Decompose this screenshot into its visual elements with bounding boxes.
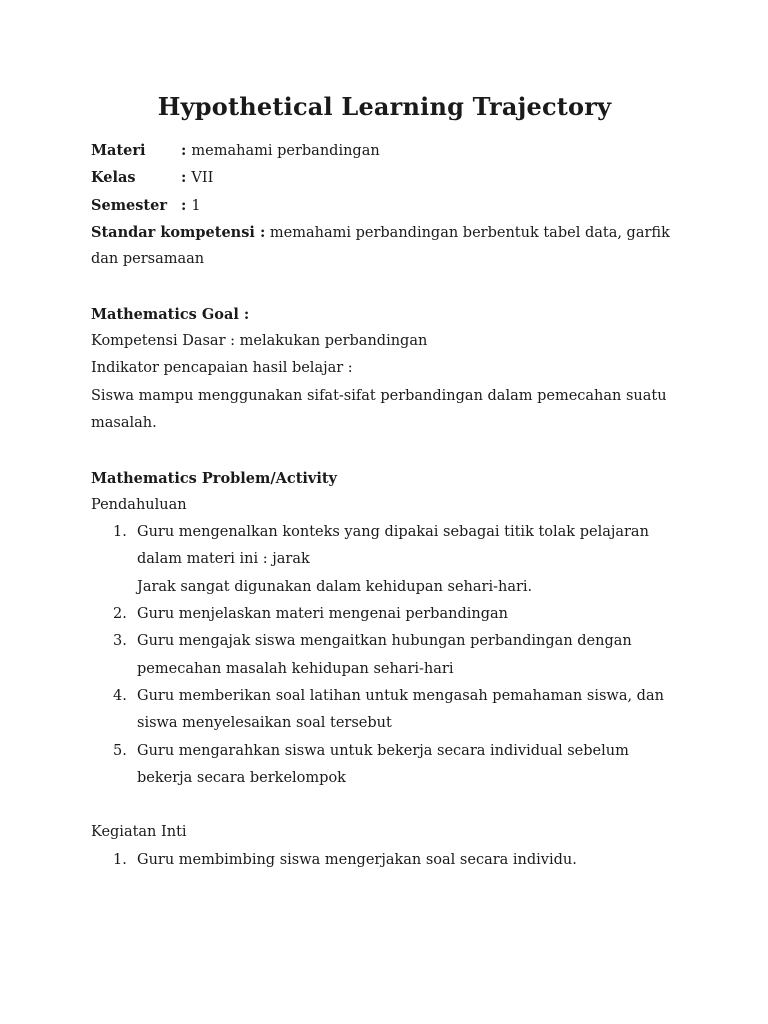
goal-heading: Mathematics Goal :: [91, 305, 250, 323]
goal-description-line2: masalah.: [91, 414, 157, 431]
standar-kompetensi: [91, 219, 678, 274]
meta-label: Kelas: [91, 169, 136, 187]
list-item: [91, 519, 678, 601]
activity-heading: Mathematics Problem/Activity: [91, 469, 337, 487]
list-item-text: Guru mengenalkan konteks yang dipakai sebagai titik tolak pelajaran: [137, 524, 649, 541]
list-item-text: Jarak sangat digunakan dalam kehidupan sehari-hari.: [137, 578, 533, 595]
list-item-number: 1.: [113, 524, 127, 541]
meta-row-kelas: Kelas : VII: [91, 164, 678, 191]
list-item-text: siswa menyelesaikan soal tersebut: [137, 715, 392, 732]
list-item-number: 4.: [113, 687, 127, 704]
goal-description-line1: Siswa mampu menggunakan sifat-sifat perbandingan dalam pemecahan suatu: [91, 387, 667, 404]
goal-indikator: Indikator pencapaian hasil belajar :: [91, 360, 353, 377]
meta-label: Semester: [91, 196, 167, 214]
meta-value: VII: [191, 170, 214, 187]
list-item-text: dalam materi ini : jarak: [137, 551, 310, 568]
list-item-text: Guru mengarahkan siswa untuk bekerja secara individual sebelum: [137, 742, 629, 759]
list-item-number: 3.: [113, 633, 127, 650]
list-item-number: 1.: [113, 851, 127, 868]
meta-row-materi: Materi : memahami perbandingan: [91, 137, 678, 164]
kegiatan-inti-list: [91, 847, 678, 874]
list-item-text: Guru mengajak siswa mengaitkan hubungan perbandingan dengan: [137, 633, 632, 650]
meta-label: Materi: [91, 142, 146, 159]
standar-text-line1: memahami perbandingan berbentuk tabel data, garfik: [269, 224, 670, 241]
goal-kompetensi-dasar: Kompetensi Dasar : melakukan perbandingan: [91, 333, 428, 350]
list-item: [91, 601, 678, 628]
list-item-text: bekerja secara berkelompok: [137, 769, 346, 786]
list-item: [91, 847, 678, 874]
list-item: [91, 628, 678, 683]
list-item-text: Guru memberikan soal latihan untuk mengasah pemahaman siswa, dan: [137, 687, 664, 704]
meta-row-semester: Semester : 1: [91, 192, 678, 219]
list-item-text: pemecahan masalah kehidupan sehari-hari: [137, 660, 454, 677]
list-item-text: Guru membimbing siswa mengerjakan soal secara individu.: [137, 851, 577, 868]
list-item-number: 2.: [113, 606, 127, 623]
standar-text-line2: dan persamaan: [91, 251, 205, 268]
list-item-text: Guru menjelaskan materi mengenai perbandingan: [137, 606, 508, 623]
standar-label: Standar kompetensi :: [91, 223, 266, 241]
list-item-number: 5.: [113, 742, 127, 759]
meta-value: 1: [191, 197, 201, 214]
list-item: [91, 683, 678, 738]
list-item: [91, 738, 678, 793]
document-title: Hypothetical Learning Trajectory: [157, 92, 612, 121]
kegiatan-inti-heading: Kegiatan Inti: [91, 824, 187, 841]
pendahuluan-heading: Pendahuluan: [91, 496, 187, 513]
meta-value: memahami perbandingan: [191, 143, 380, 159]
pendahuluan-list: [91, 519, 678, 792]
